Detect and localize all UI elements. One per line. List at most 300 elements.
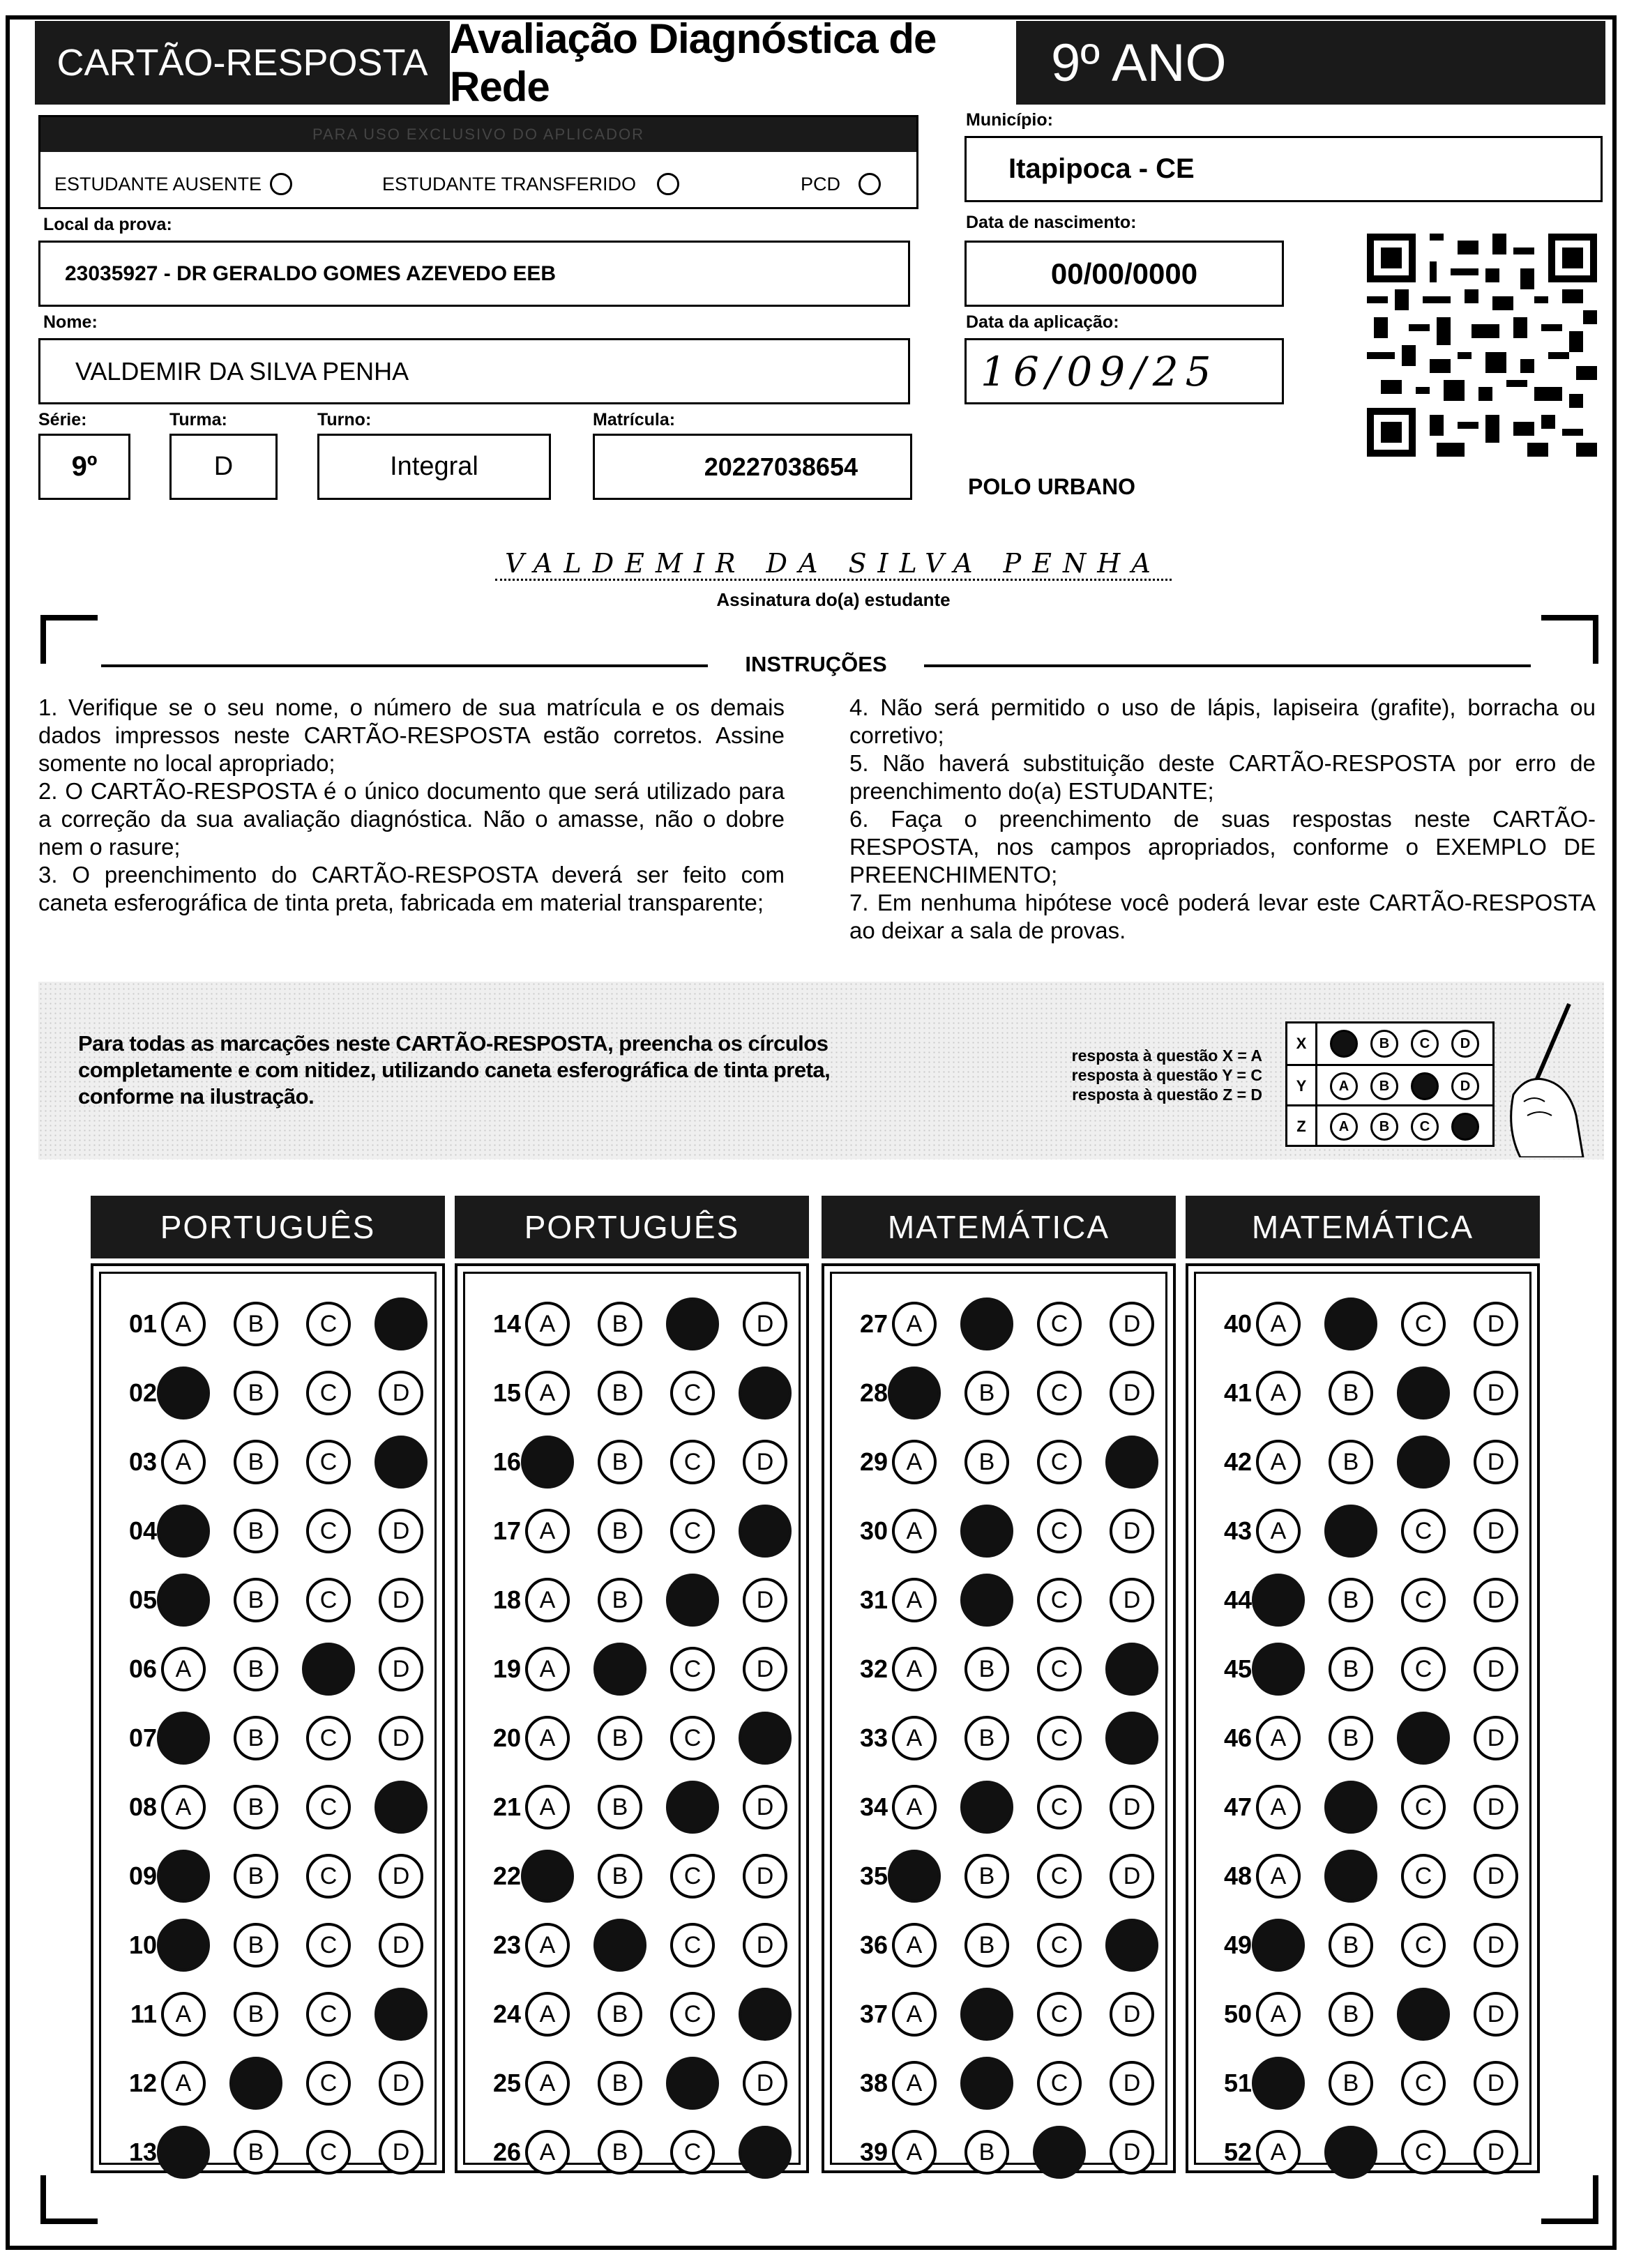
answer-row (108, 1303, 451, 1345)
answer-bubble-filled[interactable] (1105, 1919, 1158, 1972)
answer-bubble[interactable]: D (1474, 2061, 1518, 2106)
answer-bubble-filled[interactable] (375, 1988, 428, 2041)
answer-bubble[interactable]: A (161, 1440, 206, 1484)
turno-label: Turno: (317, 410, 372, 429)
answer-bubble-filled[interactable] (375, 1297, 428, 1350)
answer-bubble-filled[interactable] (1252, 1919, 1305, 1972)
answer-bubble[interactable]: D (379, 1509, 423, 1553)
answer-bubble-filled[interactable] (593, 1643, 646, 1696)
question-number: 48 (1223, 1862, 1252, 1890)
answer-bubble[interactable]: B (234, 1647, 278, 1691)
answer-bubble[interactable]: A (525, 1716, 570, 1760)
answer-bubble[interactable]: D (1474, 1854, 1518, 1898)
answer-bubble[interactable]: C (306, 2061, 351, 2106)
example-bubble: A (1330, 1072, 1358, 1100)
question-number: 34 (859, 1793, 888, 1821)
applicator-box (38, 115, 918, 209)
answer-bubble-filled[interactable] (739, 1505, 792, 1558)
answer-bubble[interactable]: B (1329, 1923, 1373, 1968)
answer-bubble[interactable]: A (525, 1923, 570, 1968)
question-number: 07 (128, 1723, 157, 1752)
answer-bubble-filled[interactable] (157, 1712, 210, 1765)
transferred-option[interactable] (382, 173, 679, 195)
answer-bubble[interactable]: D (743, 1785, 787, 1829)
answer-row (472, 1717, 815, 1759)
answer-bubble-filled[interactable] (1397, 1436, 1450, 1489)
answer-bubble[interactable]: C (1401, 1509, 1446, 1553)
answer-bubble[interactable]: D (1474, 1992, 1518, 2037)
answer-bubble[interactable]: C (1037, 1785, 1082, 1829)
turma-field: D (169, 434, 278, 500)
answer-bubble[interactable]: D (379, 1647, 423, 1691)
answer-bubble[interactable]: C (306, 1440, 351, 1484)
answer-bubble[interactable]: C (1037, 1716, 1082, 1760)
answer-bubble[interactable]: D (1110, 1371, 1154, 1415)
answer-bubble[interactable]: D (1110, 1509, 1154, 1553)
answer-row (1203, 2131, 1546, 2173)
answer-bubble[interactable]: B (964, 1371, 1009, 1415)
question-number: 05 (128, 1585, 157, 1614)
corner-mark-top-right (1541, 615, 1598, 664)
answer-bubble[interactable]: C (1401, 1647, 1446, 1691)
answer-bubble[interactable]: C (1037, 1371, 1082, 1415)
answer-bubble[interactable]: D (1474, 1371, 1518, 1415)
answer-bubble[interactable]: D (1110, 1785, 1154, 1829)
answer-bubble[interactable]: C (670, 1854, 715, 1898)
serie-field: 9º (38, 434, 130, 500)
answer-bubble-filled[interactable] (1105, 1643, 1158, 1696)
answer-bubble-filled[interactable] (960, 1297, 1013, 1350)
answer-bubble[interactable]: D (743, 1302, 787, 1346)
answer-bubble[interactable]: B (234, 1923, 278, 1968)
answer-bubble-filled[interactable] (888, 1850, 941, 1903)
answer-bubble[interactable]: C (1401, 1785, 1446, 1829)
example-question-label: Y (1287, 1066, 1317, 1106)
example-question-label: X (1287, 1023, 1317, 1064)
answer-bubble[interactable]: A (161, 1992, 206, 2037)
answer-bubble[interactable]: A (892, 1992, 937, 2037)
answer-bubble[interactable]: C (306, 1578, 351, 1622)
question-number: 26 (492, 2138, 521, 2166)
answer-row (839, 1855, 1182, 1897)
answer-bubble[interactable]: B (598, 1785, 642, 1829)
answer-bubble[interactable]: A (1256, 1302, 1301, 1346)
question-number: 03 (128, 1447, 157, 1476)
answer-bubble[interactable]: A (892, 2130, 937, 2175)
answer-bubble[interactable]: A (525, 2130, 570, 2175)
question-number: 40 (1223, 1309, 1252, 1338)
answer-bubble-filled[interactable] (960, 1781, 1013, 1834)
answer-bubble[interactable]: B (598, 1716, 642, 1760)
answer-bubble-filled[interactable] (960, 1505, 1013, 1558)
answer-bubble[interactable]: C (306, 2130, 351, 2175)
answer-bubble-filled[interactable] (1397, 1367, 1450, 1420)
answer-bubble[interactable]: A (525, 1785, 570, 1829)
answer-bubble[interactable]: A (892, 1578, 937, 1622)
question-number: 33 (859, 1723, 888, 1752)
answer-bubble[interactable]: B (598, 1371, 642, 1415)
answer-bubble[interactable]: A (892, 1647, 937, 1691)
question-number: 16 (492, 1447, 521, 1476)
question-number: 01 (128, 1309, 157, 1338)
answer-bubble[interactable]: B (1329, 1578, 1373, 1622)
answer-bubble[interactable]: A (1256, 1716, 1301, 1760)
answer-row (108, 1441, 451, 1483)
answer-bubble[interactable]: C (306, 1854, 351, 1898)
answer-bubble-filled[interactable] (1324, 1850, 1377, 1903)
question-number: 06 (128, 1654, 157, 1683)
answer-bubble[interactable]: A (1256, 1509, 1301, 1553)
birthdate-field: 00/00/0000 (964, 241, 1284, 307)
turno-field: Integral (317, 434, 551, 500)
answer-bubble[interactable]: A (892, 1509, 937, 1553)
question-number: 38 (859, 2069, 888, 2097)
answer-bubble[interactable]: A (525, 1302, 570, 1346)
answer-bubble-filled[interactable] (739, 1712, 792, 1765)
answer-bubble[interactable]: A (1256, 1785, 1301, 1829)
answer-bubble-filled[interactable] (739, 2126, 792, 2179)
answer-bubble[interactable]: D (1110, 1854, 1154, 1898)
signature-caption: Assinatura do(a) estudante (716, 589, 951, 610)
card-label: CARTÃO-RESPOSTA (35, 21, 450, 105)
answer-bubble[interactable]: C (306, 1923, 351, 1968)
answer-bubble[interactable]: B (598, 1578, 642, 1622)
answer-bubble[interactable]: C (1401, 1302, 1446, 1346)
answer-bubble-filled[interactable] (888, 1367, 941, 1420)
answer-row (472, 1648, 815, 1690)
answer-bubble[interactable]: B (1329, 1440, 1373, 1484)
answer-bubble[interactable]: A (892, 1440, 937, 1484)
answer-row (472, 2062, 815, 2104)
answer-bubble[interactable]: A (892, 1785, 937, 1829)
answer-bubble-filled[interactable] (1324, 1297, 1377, 1350)
answer-bubble[interactable]: D (1110, 2061, 1154, 2106)
answer-bubble[interactable]: D (743, 1440, 787, 1484)
answer-row (1203, 1648, 1546, 1690)
answer-bubble[interactable]: A (1256, 1854, 1301, 1898)
answer-bubble[interactable]: C (670, 1371, 715, 1415)
answer-bubble[interactable]: B (598, 1302, 642, 1346)
answer-bubble[interactable]: B (964, 1854, 1009, 1898)
answer-bubble[interactable]: D (1474, 1509, 1518, 1553)
answer-bubble-filled[interactable] (521, 1850, 574, 1903)
answer-bubble[interactable]: B (1329, 1647, 1373, 1691)
question-number: 45 (1223, 1654, 1252, 1683)
answer-bubble[interactable]: C (1037, 1302, 1082, 1346)
answer-bubble-filled[interactable] (1252, 1574, 1305, 1627)
question-number: 02 (128, 1378, 157, 1407)
answer-bubble[interactable]: C (670, 2130, 715, 2175)
answer-row (839, 1786, 1182, 1828)
answer-bubble[interactable]: C (306, 1509, 351, 1553)
answer-bubble[interactable]: B (234, 1509, 278, 1553)
example-grid (1285, 1021, 1495, 1147)
answer-bubble[interactable]: B (598, 1992, 642, 2037)
pcd-label: PCD (801, 173, 841, 195)
answer-row (472, 2131, 815, 2173)
legend-y: resposta à questão Y = C (1071, 1066, 1262, 1084)
answer-bubble[interactable]: A (525, 2061, 570, 2106)
name-field: VALDEMIR DA SILVA PENHA (38, 338, 910, 404)
question-number: 50 (1223, 2000, 1252, 2028)
question-number: 41 (1223, 1378, 1252, 1407)
answer-column (1186, 1263, 1540, 2173)
answer-bubble-filled[interactable] (1105, 1436, 1158, 1489)
handwritten-signature: VALDEMIR DA SILVA PENHA (505, 548, 1162, 579)
answer-bubble-filled[interactable] (521, 1436, 574, 1489)
pcd-option[interactable] (801, 173, 881, 195)
answer-bubble-filled[interactable] (1324, 2126, 1377, 2179)
example-legend (928, 1046, 1262, 1104)
answer-bubble[interactable]: D (743, 2061, 787, 2106)
question-number: 46 (1223, 1723, 1252, 1752)
example-bubble (1451, 1113, 1479, 1141)
answer-bubble-filled[interactable] (739, 1367, 792, 1420)
answer-bubble-filled[interactable] (375, 1436, 428, 1489)
answer-bubble[interactable]: B (1329, 1992, 1373, 2037)
answer-row (1203, 1441, 1546, 1483)
answer-bubble[interactable]: D (1474, 1578, 1518, 1622)
answer-bubble[interactable]: B (964, 1716, 1009, 1760)
answer-bubble[interactable]: A (892, 1716, 937, 1760)
answer-bubble[interactable]: C (1401, 2061, 1446, 2106)
answer-bubble[interactable]: C (670, 1647, 715, 1691)
answer-bubble-filled[interactable] (666, 1297, 719, 1350)
answer-bubble[interactable]: D (1474, 2130, 1518, 2175)
answer-bubble[interactable]: C (306, 1785, 351, 1829)
answer-bubble[interactable]: C (1401, 1854, 1446, 1898)
answer-bubble[interactable]: C (1401, 1923, 1446, 1968)
answer-row (108, 1855, 451, 1897)
example-bubble (1411, 1072, 1439, 1100)
answer-bubble[interactable]: A (161, 1785, 206, 1829)
answer-bubble[interactable]: D (1110, 1992, 1154, 2037)
answer-bubble[interactable]: C (1037, 1992, 1082, 2037)
answer-column-inner (830, 1272, 1167, 2165)
answer-bubble[interactable]: B (234, 1716, 278, 1760)
answer-bubble-filled[interactable] (1252, 1643, 1305, 1696)
hand-pen-icon (1485, 997, 1590, 1157)
answer-bubble[interactable]: C (1037, 1578, 1082, 1622)
question-number: 11 (130, 2000, 157, 2028)
answer-row (108, 2062, 451, 2104)
answer-bubble-filled[interactable] (1397, 1988, 1450, 2041)
answer-bubble-filled[interactable] (1252, 2057, 1305, 2110)
answer-bubble-filled[interactable] (157, 1367, 210, 1420)
answer-bubble[interactable]: A (161, 1302, 206, 1346)
application-date-field: 16/09/25 (964, 338, 1284, 404)
answer-bubble-filled[interactable] (1105, 1712, 1158, 1765)
local-field: 23035927 - DR GERALDO GOMES AZEVEDO EEB (38, 241, 910, 307)
local-label: Local da prova: (43, 215, 172, 234)
answer-bubble[interactable]: D (1474, 1302, 1518, 1346)
answer-bubble[interactable]: D (1474, 1716, 1518, 1760)
answer-bubble[interactable]: C (1037, 1440, 1082, 1484)
answer-bubble[interactable]: A (525, 1578, 570, 1622)
pcd-bubble[interactable] (858, 173, 881, 195)
answer-bubble[interactable]: A (1256, 1440, 1301, 1484)
answer-bubble[interactable]: A (1256, 1992, 1301, 2037)
answer-bubble[interactable]: A (1256, 2130, 1301, 2175)
question-number: 39 (859, 2138, 888, 2166)
answer-bubble-filled[interactable] (666, 1781, 719, 1834)
answer-bubble[interactable]: C (1037, 1923, 1082, 1968)
absent-bubble[interactable] (270, 173, 292, 195)
answer-bubble-filled[interactable] (960, 1574, 1013, 1627)
instructions-rule-left (101, 664, 708, 667)
answer-bubble[interactable]: B (234, 1992, 278, 2037)
answer-row (839, 1303, 1182, 1345)
answer-bubble-filled[interactable] (157, 2126, 210, 2179)
answer-bubble[interactable]: B (234, 1854, 278, 1898)
answer-bubble-filled[interactable] (157, 1505, 210, 1558)
answer-bubble[interactable]: C (306, 1992, 351, 2037)
answer-bubble[interactable]: D (379, 1371, 423, 1415)
answer-bubble[interactable]: D (1474, 1440, 1518, 1484)
answer-bubble[interactable]: A (892, 2061, 937, 2106)
answer-bubble-filled[interactable] (960, 2057, 1013, 2110)
answer-row (839, 1993, 1182, 2035)
answer-bubble-filled[interactable] (157, 1574, 210, 1627)
answer-bubble[interactable]: D (379, 1716, 423, 1760)
answer-bubble-filled[interactable] (739, 1988, 792, 2041)
answer-bubble-filled[interactable] (1397, 1712, 1450, 1765)
answer-bubble[interactable]: B (964, 2130, 1009, 2175)
answer-bubble-filled[interactable] (960, 1988, 1013, 2041)
answer-bubble[interactable]: A (1256, 1371, 1301, 1415)
answer-bubble[interactable]: B (1329, 1716, 1373, 1760)
answer-bubble[interactable]: D (1110, 1578, 1154, 1622)
name-label: Nome: (43, 312, 98, 332)
answer-row (839, 2131, 1182, 2173)
answer-bubble[interactable]: D (1110, 2130, 1154, 2175)
answer-bubble[interactable]: B (234, 1302, 278, 1346)
answer-bubble[interactable]: D (743, 1854, 787, 1898)
answer-bubble[interactable]: D (379, 2061, 423, 2106)
answer-row (108, 1648, 451, 1690)
municipio-label: Município: (966, 110, 1053, 130)
answer-bubble-filled[interactable] (1324, 1781, 1377, 1834)
answer-bubble[interactable]: B (234, 1578, 278, 1622)
answer-bubble[interactable]: C (1037, 1647, 1082, 1691)
answer-bubble[interactable]: B (964, 1440, 1009, 1484)
instruction-1: 1. Verifique se o seu nome, o número de sua matrícula e os demais dados impressos neste CARTÃO-RESPOSTA estão corretos. Assine somente no local apropriado; (38, 694, 785, 776)
transferred-bubble[interactable] (657, 173, 679, 195)
answer-column (822, 1263, 1176, 2173)
answer-bubble[interactable]: A (525, 1509, 570, 1553)
answer-bubble[interactable]: D (379, 2130, 423, 2175)
answer-bubble[interactable]: B (1329, 1371, 1373, 1415)
legend-z: resposta à questão Z = D (1072, 1086, 1262, 1104)
answer-bubble-filled[interactable] (1033, 2126, 1086, 2179)
answer-bubble[interactable]: A (892, 1302, 937, 1346)
answer-bubble[interactable]: C (1037, 1509, 1082, 1553)
answer-bubble[interactable]: B (598, 2061, 642, 2106)
answer-bubble[interactable]: B (598, 1440, 642, 1484)
answer-bubble[interactable]: C (670, 1716, 715, 1760)
answer-bubble[interactable]: B (598, 2130, 642, 2175)
answer-bubble[interactable]: C (670, 1440, 715, 1484)
answer-row (472, 1372, 815, 1414)
answer-row (108, 1993, 451, 2035)
answer-bubble[interactable]: C (1037, 1854, 1082, 1898)
answer-bubble[interactable]: C (306, 1371, 351, 1415)
answer-bubble-filled[interactable] (157, 1850, 210, 1903)
answer-bubble-filled[interactable] (666, 2057, 719, 2110)
answer-row (108, 1786, 451, 1828)
question-number: 27 (859, 1309, 888, 1338)
answer-bubble[interactable]: B (234, 1785, 278, 1829)
answer-row (472, 1510, 815, 1552)
answer-bubble[interactable]: C (1401, 1578, 1446, 1622)
example-row (1287, 1064, 1492, 1106)
subject-header: PORTUGUÊS (91, 1196, 445, 1258)
answer-row (1203, 1855, 1546, 1897)
answer-row (108, 1717, 451, 1759)
answer-bubble[interactable]: C (670, 1992, 715, 2037)
answer-bubble[interactable]: D (379, 1578, 423, 1622)
corner-mark-bottom-right (1541, 2175, 1598, 2224)
answer-bubble[interactable]: D (743, 1647, 787, 1691)
answer-bubble[interactable]: D (1474, 1923, 1518, 1968)
answer-bubble-filled[interactable] (229, 2057, 282, 2110)
answer-row (108, 1924, 451, 1966)
answer-bubble[interactable]: D (1110, 1302, 1154, 1346)
answer-bubble[interactable]: A (525, 1647, 570, 1691)
answer-bubble[interactable]: D (743, 1578, 787, 1622)
answer-bubble[interactable]: B (964, 1647, 1009, 1691)
answer-bubble[interactable]: D (743, 1923, 787, 1968)
answer-bubble[interactable]: A (161, 2061, 206, 2106)
answer-bubble-filled[interactable] (1324, 1505, 1377, 1558)
answer-bubble[interactable]: D (379, 1923, 423, 1968)
answer-bubble[interactable]: A (892, 1923, 937, 1968)
answer-bubble[interactable]: D (1474, 1647, 1518, 1691)
answer-bubble[interactable]: A (525, 1992, 570, 2037)
answer-bubble[interactable]: C (1401, 2130, 1446, 2175)
question-number: 43 (1223, 1516, 1252, 1545)
answer-bubble[interactable]: B (234, 2130, 278, 2175)
answer-bubble-filled[interactable] (666, 1574, 719, 1627)
answer-bubble[interactable]: C (670, 1509, 715, 1553)
answer-bubble[interactable]: C (670, 1923, 715, 1968)
answer-bubble[interactable]: C (1037, 2061, 1082, 2106)
answer-bubble[interactable]: B (598, 1509, 642, 1553)
answer-bubble[interactable]: B (964, 1923, 1009, 1968)
answer-bubble[interactable]: B (598, 1854, 642, 1898)
question-number: 49 (1223, 1931, 1252, 1959)
absent-option[interactable] (54, 173, 292, 195)
answer-row (472, 1855, 815, 1897)
answer-bubble-filled[interactable] (593, 1919, 646, 1972)
subject-header: PORTUGUÊS (455, 1196, 809, 1258)
answer-bubble[interactable]: C (306, 1716, 351, 1760)
answer-row (1203, 1372, 1546, 1414)
answer-row (1203, 1786, 1546, 1828)
answer-bubble[interactable]: D (1474, 1785, 1518, 1829)
answer-bubble[interactable]: A (525, 1371, 570, 1415)
answer-bubble[interactable]: C (306, 1302, 351, 1346)
question-number: 20 (492, 1723, 521, 1752)
answer-bubble[interactable]: D (379, 1854, 423, 1898)
answer-bubble-filled[interactable] (375, 1781, 428, 1834)
answer-bubble[interactable]: B (234, 1371, 278, 1415)
answer-bubble-filled[interactable] (302, 1643, 355, 1696)
answer-bubble[interactable]: B (1329, 2061, 1373, 2106)
answer-bubble[interactable]: A (161, 1647, 206, 1691)
answer-bubble[interactable]: B (234, 1440, 278, 1484)
answer-bubble-filled[interactable] (157, 1919, 210, 1972)
